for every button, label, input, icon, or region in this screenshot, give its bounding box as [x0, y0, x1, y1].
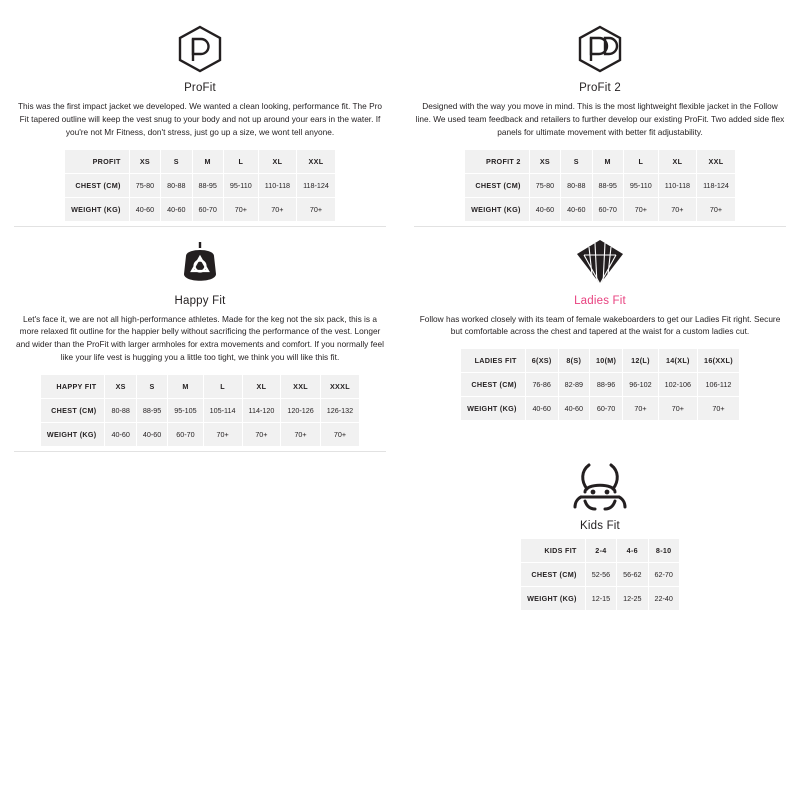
column-header: 8(S) — [558, 349, 589, 373]
fit-row-3 — [0, 452, 800, 615]
cell-value: 105-114 — [203, 399, 242, 423]
table-corner-label: KIDS FIT — [521, 539, 586, 563]
column-header: 14(XL) — [658, 349, 697, 373]
fit-title: ProFit 2 — [579, 82, 621, 94]
column-header: XL — [242, 375, 281, 399]
cell-value: 80-88 — [161, 173, 192, 197]
cell-value: 70+ — [297, 197, 336, 221]
kids-fit-crab-logo — [569, 458, 631, 516]
cell-value: 40-60 — [529, 197, 560, 221]
row-label: CHEST (CM) — [40, 399, 105, 423]
fit-description: Designed with the way you move in mind. This is the most lightweight flexible jacket in the Follow line. We used team feedback and retailers to further develop our existing ProFit. Two added side flex panels for ultimate movement with better fit adjustability. — [415, 101, 785, 137]
table-header-row — [521, 539, 680, 563]
column-header: M — [192, 149, 223, 173]
cell-value: 70+ — [658, 197, 696, 221]
row-label: WEIGHT (KG) — [465, 197, 530, 221]
cell-value: 75-80 — [529, 173, 560, 197]
column-header: L — [223, 149, 258, 173]
column-header: XL — [258, 149, 296, 173]
cell-value: 80-88 — [105, 399, 136, 423]
fit-row-1 — [0, 0, 800, 226]
table-row — [465, 173, 736, 197]
cell-value: 76-86 — [525, 373, 558, 397]
column-header: XXL — [281, 375, 320, 399]
cell-value: 70+ — [320, 423, 359, 447]
fit-title: Happy Fit — [174, 294, 226, 307]
spacer-cell — [0, 452, 400, 615]
cell-value: 110-118 — [258, 173, 296, 197]
cell-value: 60-70 — [589, 397, 622, 421]
cell-value: 118-124 — [697, 173, 736, 197]
fit-section-profit2 — [400, 0, 800, 226]
cell-value: 40-60 — [558, 397, 589, 421]
column-header: M — [592, 149, 623, 173]
table-row — [465, 197, 736, 221]
profit2-hex-logo — [574, 20, 626, 78]
ladies-fit-diamond-logo — [571, 233, 629, 291]
column-header: XXL — [297, 149, 336, 173]
size-table-profit2 — [464, 149, 736, 222]
profit-hex-logo — [174, 20, 226, 78]
fit-title: Kids Fit — [580, 520, 620, 533]
table-header-row — [461, 349, 740, 373]
cell-value: 40-60 — [561, 197, 592, 221]
fit-row-2 — [0, 227, 800, 451]
cell-value: 88-95 — [136, 399, 167, 423]
cell-value: 60-70 — [592, 197, 623, 221]
fit-title: ProFit — [184, 82, 216, 94]
column-header: L — [203, 375, 242, 399]
table-header-row — [465, 149, 736, 173]
table-row — [40, 423, 359, 447]
fit-description: This was the first impact jacket we developed. We wanted a clean looking, performance fit. The Pro Fit tapered outline will keep the vest snug to your body and not up around your ears in the water. If you're not Mr Fitness, don't stress, just go up a size, we wont tell anyone. — [17, 101, 382, 137]
cell-value: 95-110 — [223, 173, 258, 197]
column-header: 8-10 — [648, 539, 679, 563]
size-table-kidsfit — [520, 538, 680, 611]
row-label: WEIGHT (KG) — [40, 423, 105, 447]
table-header-row — [65, 149, 336, 173]
cell-value: 70+ — [623, 197, 658, 221]
column-header: L — [623, 149, 658, 173]
cell-value: 95-110 — [623, 173, 658, 197]
column-header: 10(M) — [589, 349, 622, 373]
cell-value: 126-132 — [320, 399, 359, 423]
cell-value: 40-60 — [525, 397, 558, 421]
table-corner-label: HAPPY FIT — [40, 375, 105, 399]
row-label: CHEST (CM) — [65, 173, 130, 197]
cell-value: 70+ — [258, 197, 296, 221]
column-header: 12(L) — [623, 349, 658, 373]
cell-value: 70+ — [698, 397, 740, 421]
cell-value: 60-70 — [168, 423, 203, 447]
cell-value: 80-88 — [561, 173, 592, 197]
column-header: M — [168, 375, 203, 399]
size-table-ladiesfit — [460, 348, 740, 421]
cell-value: 62-70 — [648, 563, 679, 587]
column-header: S — [136, 375, 167, 399]
cell-value: 60-70 — [192, 197, 223, 221]
fit-section-ladiesfit — [400, 227, 800, 451]
column-header: XS — [105, 375, 136, 399]
column-header: XS — [529, 149, 560, 173]
column-header: S — [561, 149, 592, 173]
row-label: WEIGHT (KG) — [461, 397, 526, 421]
cell-value: 88-95 — [192, 173, 223, 197]
cell-value: 22-40 — [648, 587, 679, 611]
cell-value: 70+ — [223, 197, 258, 221]
row-label: CHEST (CM) — [521, 563, 586, 587]
column-header: 6(XS) — [525, 349, 558, 373]
cell-value: 110-118 — [658, 173, 696, 197]
cell-value: 12-25 — [617, 587, 648, 611]
cell-value: 56-62 — [617, 563, 648, 587]
cell-value: 70+ — [203, 423, 242, 447]
cell-value: 70+ — [281, 423, 320, 447]
column-header: XS — [129, 149, 160, 173]
cell-value: 70+ — [242, 423, 281, 447]
column-header: 2-4 — [585, 539, 616, 563]
fit-description: Follow has worked closely with its team of female wakeboarders to get our Ladies Fit right. Secure but comfortable across the chest and tapered at the waist for a custom ladies cut. — [419, 313, 781, 337]
cell-value: 88-95 — [592, 173, 623, 197]
table-header-row — [40, 375, 359, 399]
column-header: 16(XXL) — [698, 349, 740, 373]
table-row — [461, 373, 740, 397]
row-label: WEIGHT (KG) — [521, 587, 586, 611]
cell-value: 70+ — [697, 197, 736, 221]
column-header: XL — [658, 149, 696, 173]
cell-value: 52-56 — [585, 563, 616, 587]
table-row — [65, 197, 336, 221]
column-header: S — [161, 149, 192, 173]
fit-section-happyfit — [0, 227, 400, 451]
cell-value: 40-60 — [136, 423, 167, 447]
size-table-profit — [64, 149, 336, 222]
cell-value: 106-112 — [698, 373, 740, 397]
cell-value: 88-96 — [589, 373, 622, 397]
happy-fit-keg-logo — [174, 233, 226, 291]
cell-value: 102-106 — [658, 373, 697, 397]
cell-value: 75-80 — [129, 173, 160, 197]
cell-value: 118-124 — [297, 173, 336, 197]
table-corner-label: PROFIT 2 — [465, 149, 530, 173]
fit-section-profit — [0, 0, 400, 226]
size-table-happyfit — [40, 374, 360, 447]
cell-value: 95-105 — [168, 399, 203, 423]
cell-value: 114-120 — [242, 399, 281, 423]
table-row — [461, 397, 740, 421]
fit-section-kidsfit — [400, 452, 800, 615]
cell-value: 82-89 — [558, 373, 589, 397]
row-label: WEIGHT (KG) — [65, 197, 130, 221]
table-corner-label: PROFIT — [65, 149, 130, 173]
cell-value: 12-15 — [585, 587, 616, 611]
column-header: XXL — [697, 149, 736, 173]
cell-value: 40-60 — [105, 423, 136, 447]
table-row — [65, 173, 336, 197]
fit-title: Ladies Fit — [574, 294, 626, 307]
table-row — [521, 563, 680, 587]
column-header: XXXL — [320, 375, 359, 399]
table-row — [521, 587, 680, 611]
cell-value: 40-60 — [161, 197, 192, 221]
cell-value: 70+ — [623, 397, 658, 421]
table-row — [40, 399, 359, 423]
cell-value: 40-60 — [129, 197, 160, 221]
fit-description: Let's face it, we are not all high-performance athletes. Made for the keg not the six pack, this is a more relaxed fit outline for the happier belly without sacrificing the performance of the vest. Longer and wider than the ProFit with larger armholes for extra movements and comfort. If you normally feel like your life vest is hugging you a little too tight, we think you will like this fit. — [16, 313, 384, 363]
cell-value: 120-126 — [281, 399, 320, 423]
cell-value: 96-102 — [623, 373, 658, 397]
cell-value: 70+ — [658, 397, 697, 421]
row-label: CHEST (CM) — [465, 173, 530, 197]
table-corner-label: LADIES FIT — [461, 349, 526, 373]
column-header: 4-6 — [617, 539, 648, 563]
row-label: CHEST (CM) — [461, 373, 526, 397]
